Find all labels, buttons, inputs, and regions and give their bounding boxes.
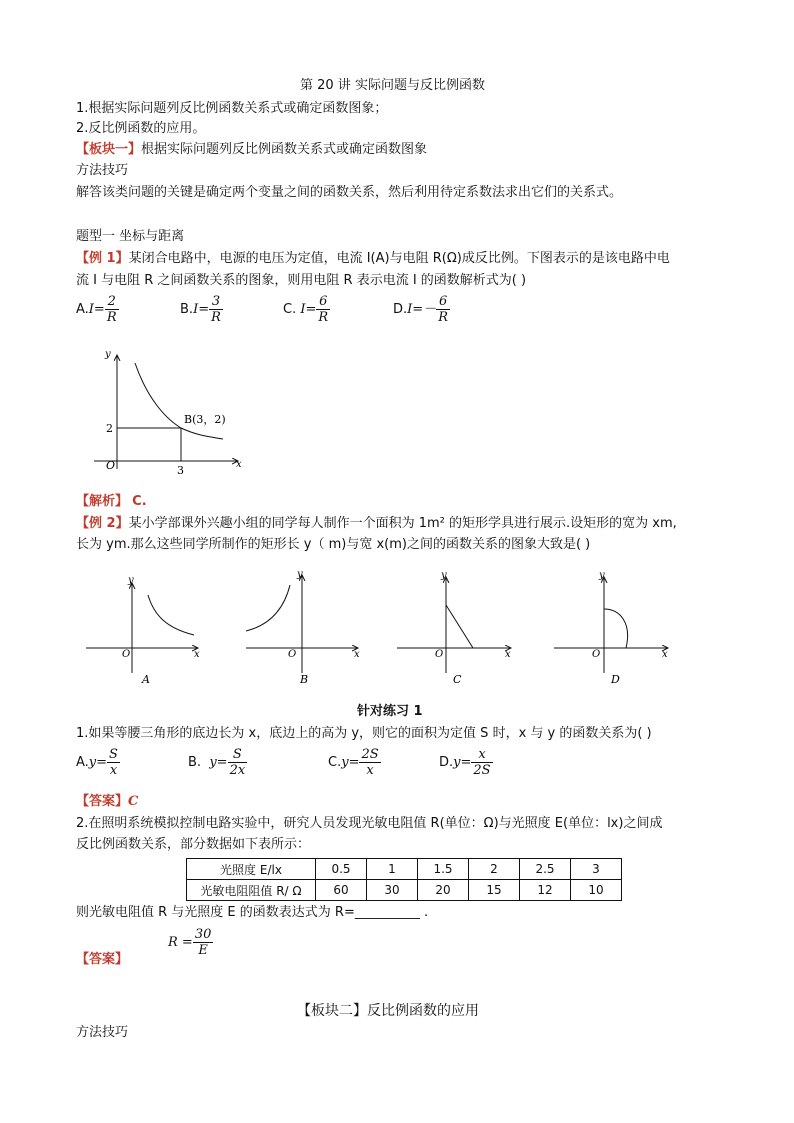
example1-tag: 【例 1】 <box>76 251 129 266</box>
page-title: 第 20 讲 实际问题与反比例函数 <box>300 78 485 93</box>
section2-title: 【板块二】反比例函数的应用 <box>297 1003 479 1019</box>
svg-text:O: O <box>288 649 297 660</box>
section1-method-text: 解答该类问题的关键是确定两个变量之间的函数关系，然后利用待定系数法求出它们的关系式。 <box>76 185 623 200</box>
example1-option-b: B.I= $\frac{3}{R}$ <box>180 294 221 325</box>
svg-text:O: O <box>435 649 444 660</box>
graph-a-label: A <box>142 673 150 686</box>
practice-q2-line1: 2.在照明系统模拟控制电路实验中，研究人员发现光敏电阻值 R(单位：Ω)与光照度 E(单位：lx)之间成 <box>76 816 663 831</box>
example2-tag: 【例 2】 <box>76 516 129 531</box>
practice-q1-option-a: A.y= $\frac{S}{x}$ <box>76 747 118 778</box>
example2-text1: 某小学部课外兴趣小组的同学每人制作一个面积为 1m² 的矩形学具进行展示.设矩形的宽为 xm, <box>128 516 677 531</box>
origin-label: O <box>106 459 116 472</box>
analysis-value: C. <box>132 494 147 509</box>
graph-c-label: C <box>453 673 462 686</box>
svg-text:x: x <box>354 649 360 660</box>
practice-q2-line2: 反比例函数关系，部分数据如下表所示： <box>76 837 311 852</box>
svg-text:x: x <box>194 649 200 660</box>
practice-q1-option-b: B. y= $\frac{S}{2x}$ <box>188 747 246 778</box>
objective-2: 2.反比例函数的应用。 <box>76 121 206 136</box>
y-axis-label: y <box>105 349 111 360</box>
practice-q1-option-c: C.y= $\frac{2S}{x}$ <box>328 747 379 778</box>
example2-graph-d <box>550 565 680 690</box>
example2-graph-b <box>240 565 370 690</box>
graph-b-label: B <box>300 673 309 686</box>
analysis-label: 【解析】 <box>76 494 129 509</box>
practice-q2-answer-label: 【答案】 <box>76 952 129 967</box>
practice-q1-answer <box>76 794 138 810</box>
svg-text:y: y <box>297 569 303 580</box>
practice-title: 针对练习 1 <box>357 704 423 719</box>
section1-bracket: 【板块一】 <box>76 142 142 157</box>
graph-d-label: D <box>611 673 620 686</box>
example2-line1 <box>76 516 677 532</box>
table-header-e: 光照度 E/lx <box>187 859 316 880</box>
svg-text:y: y <box>128 575 134 586</box>
section1-title: 根据实际问题列反比例函数关系式或确定函数图象 <box>141 142 428 157</box>
point-b-label: B(3，2) <box>184 413 226 426</box>
y-tick-2: 2 <box>106 422 113 435</box>
answer-label-q1: 【答案】 <box>76 794 129 809</box>
example2-graph-a <box>80 565 210 690</box>
practice-q2-answer-formula: R = $\frac{30}{E}$ <box>168 927 212 958</box>
example2-line2: 长为 ym.那么这些同学所制作的矩形长 y（ m)与宽 x(m)之间的函数关系的图象大致是( ) <box>76 537 591 552</box>
example1-text1: 某闭合电路中，电源的电压为定值，电流 I(A)与电阻 R(Ω)成反比例。下图表示的是该电路中电 <box>128 251 670 266</box>
data-table <box>186 858 622 901</box>
objective-1: 1.根据实际问题列反比例函数关系式或确定函数图象； <box>76 101 388 116</box>
practice-q1-text: 1.如果等腰三角形的底边长为 x，底边上的高为 y，则它的面积为定值 S 时，x 与 y 的函数关系为( ) <box>76 726 652 741</box>
example1-option-a: A.I= $\frac{2}{R}$ <box>76 294 117 325</box>
example1-option-c: C. I= $\frac{6}{R}$ <box>283 294 329 325</box>
x-axis-label: x <box>236 459 242 470</box>
x-tick-3: 3 <box>177 464 184 475</box>
svg-text:y: y <box>599 570 605 581</box>
example2-graph-c <box>393 565 523 690</box>
section1-heading <box>76 142 427 158</box>
svg-text:O: O <box>122 649 131 660</box>
example1-line2: 流 I 与电阻 R 之间函数关系的图象，则用电阻 R 表示电流 I 的函数解析式为( ) <box>76 273 527 288</box>
svg-text:x: x <box>505 649 511 660</box>
table-row: 光照度 E/lx 0.5 1 1.5 2 2.5 3 <box>187 859 622 880</box>
answer-value-q1: C <box>128 794 139 809</box>
svg-text:O: O <box>592 649 601 660</box>
example1-line1 <box>76 251 670 267</box>
practice-q1-option-d: D.y= $\frac{x}{2S}$ <box>439 747 491 778</box>
section1-method-label: 方法技巧 <box>76 163 129 178</box>
svg-text:y: y <box>441 570 447 581</box>
practice-q2-after: 则光敏电阻值 R 与光照度 E 的函数表达式为 R=__________ . <box>76 905 429 920</box>
topic1: 题型一 坐标与距离 <box>76 229 185 244</box>
section2-method-label: 方法技巧 <box>76 1025 129 1040</box>
svg-text:x: x <box>662 649 668 660</box>
example1-graph <box>88 345 258 475</box>
example1-analysis <box>76 494 147 510</box>
table-header-r: 光敏电阻阻值 R/ Ω <box>187 880 316 901</box>
example1-option-d: D.I=－ $\frac{6}{R}$ <box>393 294 448 325</box>
table-row: 光敏电阻阻值 R/ Ω 60 30 20 15 12 10 <box>187 880 622 901</box>
